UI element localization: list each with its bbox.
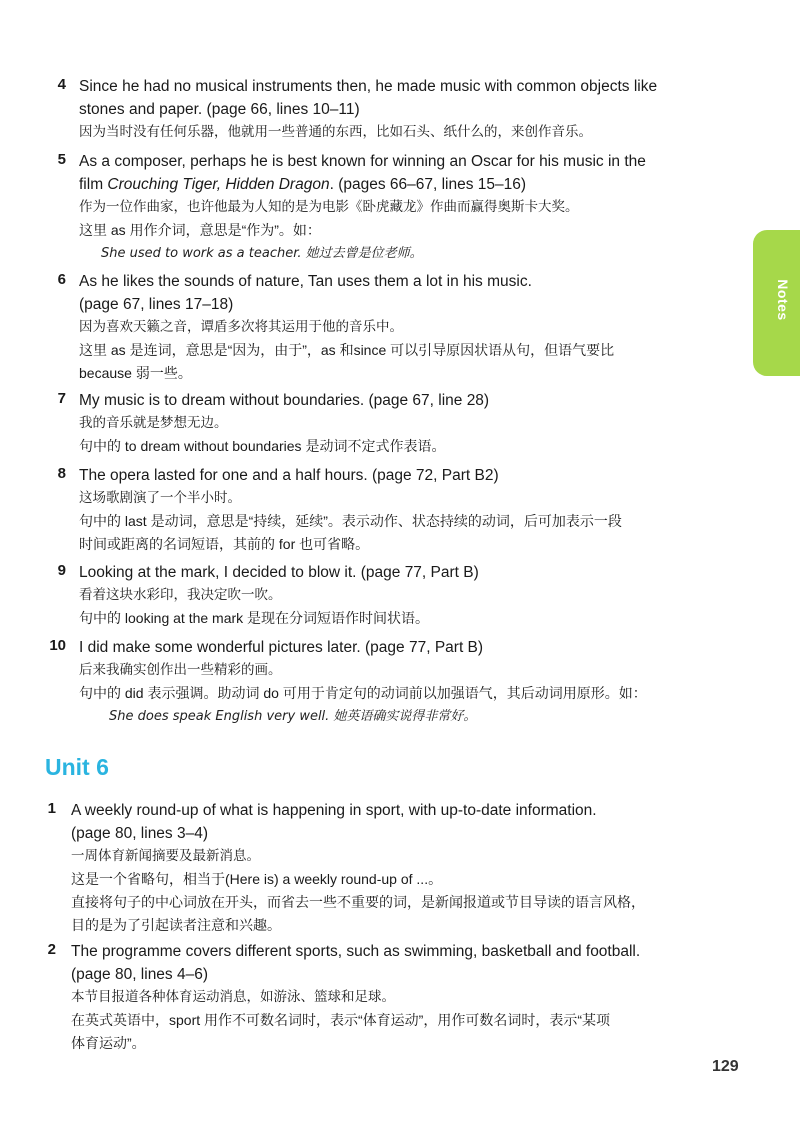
english-sentence: stones and paper. (page 66, lines 10–11): [79, 101, 360, 118]
item-number: 2: [47, 941, 56, 958]
note-text: [71, 799, 740, 937]
english-sentence: [79, 173, 740, 196]
grammar-note: because 弱一些。: [79, 365, 192, 381]
example-sentence: She used to work as a teacher. 她过去曾是位老师。: [101, 246, 423, 261]
grammar-note: 这里 as 用作介词，意思是“作为”。如：: [79, 222, 321, 238]
english-sentence: Looking at the mark, I decided to blow it. (page 77, Part B): [79, 564, 479, 581]
grammar-note: 目的是为了引起读者注意和兴趣。: [71, 917, 281, 933]
note-text: [79, 636, 740, 728]
item-number: 7: [57, 390, 66, 407]
english-sentence: My music is to dream without boundaries. (page 67, line 28): [79, 392, 490, 409]
chinese-translation: 这场歌剧演了一个半小时。: [79, 490, 241, 506]
grammar-note: 时间或距离的名词短语，其前的 for 也可省略。: [79, 536, 370, 552]
page-number: 129: [712, 1058, 739, 1075]
note-text: [79, 150, 740, 265]
notes-side-tab[interactable]: [753, 230, 800, 376]
note-text: [79, 389, 740, 458]
grammar-note: 句中的 to dream without boundaries 是动词不定式作表语。: [79, 438, 446, 454]
chinese-translation: 后来我确实创作出一些精彩的画。: [79, 662, 282, 678]
grammar-note: 句中的 looking at the mark 是现在分词短语作时间状语。: [79, 610, 430, 626]
notes-tab-label: Notes: [775, 279, 791, 321]
text-fragment: film: [79, 176, 108, 193]
english-sentence: Since he had no musical instruments then, he made music with common objects like: [79, 78, 658, 95]
english-sentence: As a composer, perhaps he is best known for winning an Oscar for his music in the: [79, 153, 646, 170]
chinese-translation: 我的音乐就是梦想无边。: [79, 415, 228, 431]
item-number: 8: [57, 465, 66, 482]
chinese-translation: 本节目报道各种体育运动消息，如游泳、篮球和足球。: [71, 989, 395, 1005]
chinese-translation: 因为喜欢天籁之音，谭盾多次将其运用于他的音乐中。: [79, 319, 403, 335]
item-number: 9: [57, 562, 66, 579]
note-text: [71, 940, 740, 1055]
english-sentence: (page 80, lines 3–4): [71, 825, 209, 842]
english-sentence: (page 80, lines 4–6): [71, 966, 209, 983]
chinese-translation: 因为当时没有任何乐器，他就用一些普通的东西，比如石头、纸什么的，来创作音乐。: [79, 124, 592, 140]
english-sentence: The opera lasted for one and a half hours. (page 72, Part B2): [79, 467, 499, 484]
note-text: [79, 270, 740, 385]
item-number: 10: [49, 637, 66, 654]
note-text: [79, 464, 740, 556]
note-text: [79, 561, 740, 630]
chinese-translation: 看着这块水彩印，我决定吹一吹。: [79, 587, 282, 603]
grammar-note: 体育运动”。: [71, 1035, 146, 1051]
unit-heading: Unit 6: [45, 754, 109, 780]
item-number: 5: [57, 151, 66, 168]
english-sentence: As he likes the sounds of nature, Tan uses them a lot in his music.: [79, 273, 532, 290]
item-number: 1: [47, 800, 56, 817]
film-title: Crouching Tiger, Hidden Dragon: [107, 176, 330, 193]
grammar-note: 这是一个省略句，相当于(Here is) a weekly round-up of ...。: [71, 871, 443, 887]
item-number: 4: [57, 76, 66, 93]
grammar-note: 这里 as 是连词，意思是“因为，由于”，as 和since 可以引导原因状语从句，但语气要比: [79, 342, 615, 358]
grammar-note: 句中的 last 是动词，意思是“持续，延续”。表示动作、状态持续的动词，后可加表示一段: [79, 513, 622, 529]
chinese-translation: 作为一位作曲家，也许他最为人知的是为电影《卧虎藏龙》作曲而赢得奥斯卡大奖。: [79, 199, 579, 215]
note-text: [79, 75, 740, 144]
grammar-note: 在英式英语中，sport 用作不可数名词时，表示“体育运动”，用作可数名词时，表示“某项: [71, 1012, 610, 1028]
english-sentence: The programme covers different sports, such as swimming, basketball and football.: [71, 943, 641, 960]
grammar-note: 直接将句子的中心词放在开头，而省去一些不重要的词，是新闻报道或节目导读的语言风格，: [71, 894, 645, 910]
english-sentence: A weekly round-up of what is happening in sport, with up-to-date information.: [71, 802, 597, 819]
english-sentence: (page 67, lines 17–18): [79, 296, 234, 313]
item-number: 6: [57, 271, 66, 288]
english-sentence: I did make some wonderful pictures later. (page 77, Part B): [79, 639, 484, 656]
example-sentence: She does speak English very well. 她英语确实说得非常好。: [109, 709, 477, 724]
grammar-note: 句中的 did 表示强调。助动词 do 可用于肯定句的动词前以加强语气，其后动词用原形。如：: [79, 685, 647, 701]
text-fragment: . (pages 66–67, lines 15–16): [329, 176, 527, 193]
chinese-translation: 一周体育新闻摘要及最新消息。: [71, 848, 260, 864]
